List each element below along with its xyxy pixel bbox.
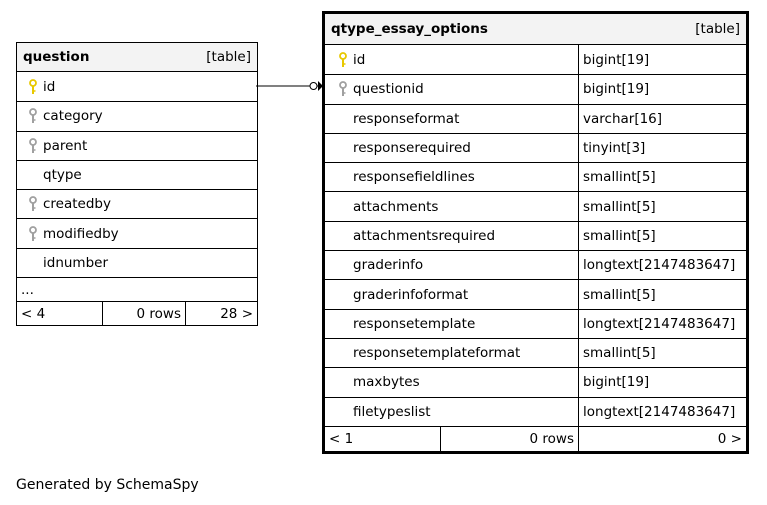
column-name: responserequired	[353, 140, 471, 157]
question-footer-rows: 0 rows	[103, 302, 186, 325]
options-footer-parents[interactable]: < 1	[325, 427, 441, 451]
column-name: parent	[43, 137, 88, 154]
column-type: smallint[5]	[583, 286, 656, 303]
column-name: attachmentsrequired	[353, 227, 496, 244]
column-name: idnumber	[43, 254, 109, 271]
column-name: questionid	[353, 81, 424, 98]
generated-by-text: Generated by SchemaSpy	[16, 477, 199, 493]
column-type: longtext[2147483647]	[583, 315, 736, 332]
column-type: bigint[19]	[583, 374, 650, 391]
column-name: modifiedby	[43, 225, 119, 242]
options-footer-children[interactable]: 0 >	[717, 430, 742, 447]
column-type: bigint[19]	[583, 51, 650, 68]
column-name: responsefieldlines	[353, 169, 475, 186]
crow-foot-marker	[318, 81, 323, 91]
column-type: varchar[16]	[583, 110, 663, 127]
question-table-name[interactable]: question	[23, 49, 90, 65]
column-type: smallint[5]	[583, 169, 656, 186]
column-name: responsetemplateformat	[353, 345, 521, 362]
question-footer-parents[interactable]: < 4	[17, 302, 103, 325]
column-type: tinyint[3]	[583, 140, 646, 157]
column-type: bigint[19]	[583, 81, 650, 98]
zero-cardinality-marker	[310, 83, 317, 90]
ellipsis-text: ...	[21, 281, 34, 298]
options-footer-rows: 0 rows	[441, 427, 579, 451]
column-name: id	[353, 51, 366, 68]
column-name: graderinfo	[353, 257, 424, 274]
column-type: smallint[5]	[583, 227, 656, 244]
question-table-kind: [table]	[206, 49, 251, 65]
column-name: responsetemplate	[353, 315, 476, 332]
column-name: responseformat	[353, 110, 460, 127]
options-table-kind: [table]	[695, 21, 740, 37]
column-type: longtext[2147483647]	[583, 257, 736, 274]
column-type: smallint[5]	[583, 345, 656, 362]
column-name: category	[43, 108, 103, 125]
column-type: smallint[5]	[583, 198, 656, 215]
column-name: qtype	[43, 167, 82, 184]
column-name: filetypeslist	[353, 403, 431, 420]
question-footer-children[interactable]: 28 >	[220, 305, 253, 322]
options-table-name[interactable]: qtype_essay_options	[331, 21, 488, 37]
column-name: graderinfoformat	[353, 286, 469, 303]
column-type: longtext[2147483647]	[583, 403, 736, 420]
column-name: maxbytes	[353, 374, 420, 391]
column-name: id	[43, 78, 56, 95]
column-name: attachments	[353, 198, 439, 215]
column-name: createdby	[43, 196, 111, 213]
